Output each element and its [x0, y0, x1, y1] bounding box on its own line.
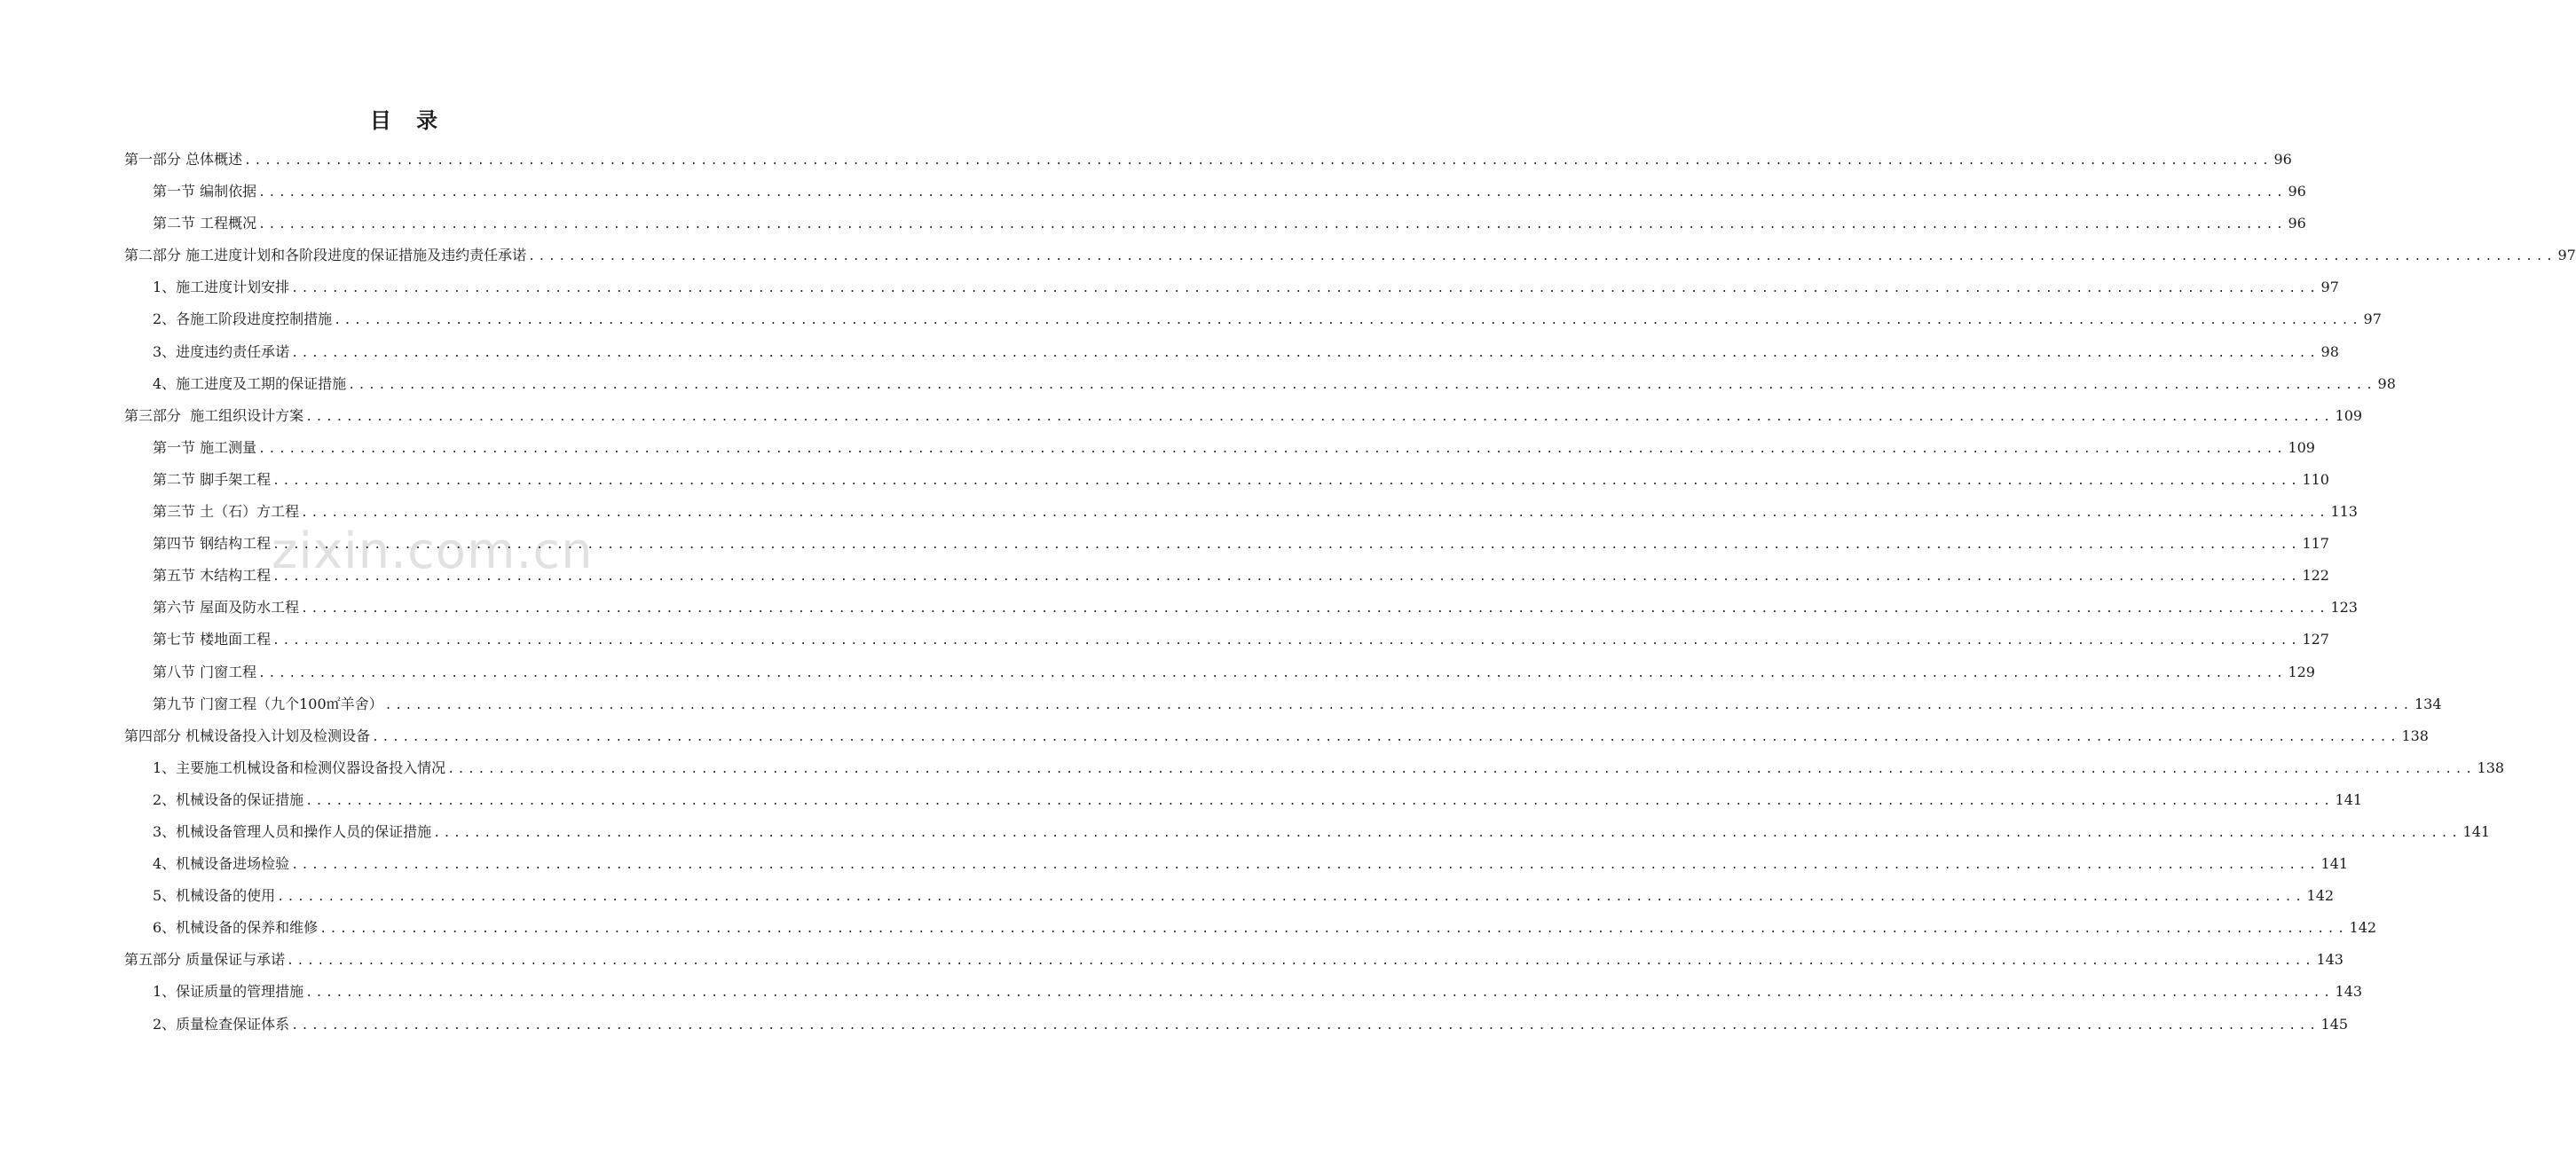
- toc-leader-dots: ........................................................................................................................................................................................................: [258, 186, 2287, 200]
- toc-entry-label: 2、各施工阶段进度控制措施: [153, 310, 333, 328]
- table-of-contents: [124, 144, 2576, 1041]
- toc-section-entry[interactable]: [124, 208, 2306, 240]
- toc-leader-dots: ........................................................................................................................................................................................................: [528, 250, 2556, 264]
- toc-leader-dots: ........................................................................................................................................................................................................: [272, 570, 2301, 585]
- toc-entry-label: 第五节 木结构工程: [153, 567, 272, 585]
- toc-section-entry[interactable]: [124, 176, 2306, 208]
- toc-entry-page-number: 110: [2302, 470, 2329, 488]
- toc-section-entry[interactable]: [124, 1009, 2349, 1041]
- toc-entry-label: 第一节 编制依据: [153, 183, 257, 200]
- toc-section-entry[interactable]: [124, 271, 2339, 303]
- toc-entry-page-number: 143: [2316, 951, 2344, 969]
- toc-leader-dots: ........................................................................................................................................................................................................: [372, 730, 2400, 744]
- toc-entry-page-number: 97: [2363, 310, 2382, 328]
- toc-leader-dots: ........................................................................................................................................................................................................: [305, 794, 2334, 808]
- toc-leader-dots: ........................................................................................................................................................................................................: [319, 923, 2348, 937]
- toc-entry-page-number: 143: [2335, 983, 2363, 1001]
- toc-entry-page-number: 97: [2320, 279, 2339, 296]
- toc-entry-label: 6、机械设备的保养和维修: [153, 919, 319, 937]
- toc-leader-dots: ........................................................................................................................................................................................................: [447, 762, 2476, 776]
- toc-leader-dots: ........................................................................................................................................................................................................: [301, 507, 2329, 521]
- toc-entry-label: 第九节 门窗工程（九个100㎡羊舍）: [153, 695, 383, 712]
- toc-entry-label: 第二节 工程概况: [153, 215, 257, 232]
- toc-entry-label: 第八节 门窗工程: [153, 663, 257, 680]
- toc-section-entry[interactable]: [124, 336, 2339, 368]
- toc-section-entry[interactable]: [124, 464, 2329, 496]
- toc-entry-page-number: 134: [2414, 695, 2442, 712]
- toc-section-entry[interactable]: [124, 976, 2363, 1008]
- toc-entry-page-number: 96: [2288, 215, 2306, 232]
- toc-entry-label: 第四部分 机械设备投入计划及检测设备: [124, 727, 371, 744]
- toc-leader-dots: ........................................................................................................................................................................................................: [291, 346, 2320, 360]
- toc-entry-label: 1、保证质量的管理措施: [153, 983, 304, 1001]
- toc-entry-page-number: 142: [2349, 919, 2377, 937]
- toc-leader-dots: ........................................................................................................................................................................................................: [244, 154, 2273, 168]
- toc-section-entry[interactable]: [124, 752, 2505, 784]
- toc-section-entry[interactable]: [124, 432, 2315, 464]
- toc-entry-page-number: 117: [2302, 535, 2329, 553]
- toc-entry-label: 第一节 施工测量: [153, 438, 257, 456]
- toc-leader-dots: ........................................................................................................................................................................................................: [258, 442, 2287, 456]
- toc-section-entry[interactable]: [124, 784, 2363, 816]
- toc-entry-page-number: 138: [2477, 758, 2505, 776]
- toc-leader-dots: ........................................................................................................................................................................................................: [348, 378, 2376, 392]
- toc-leader-dots: ........................................................................................................................................................................................................: [277, 891, 2305, 905]
- toc-entry-page-number: 113: [2330, 503, 2358, 521]
- toc-entry-page-number: 98: [2320, 342, 2339, 360]
- toc-entry-label: 第二部分 施工进度计划和各阶段进度的保证措施及违约责任承诺: [124, 247, 527, 264]
- toc-entry-label: 3、进度违约责任承诺: [153, 342, 290, 360]
- toc-section-entry[interactable]: [124, 656, 2315, 688]
- toc-section-entry[interactable]: [124, 368, 2396, 400]
- toc-part-entry[interactable]: [124, 944, 2344, 976]
- toc-entry-page-number: 109: [2288, 438, 2315, 456]
- toc-entry-page-number: 109: [2335, 406, 2363, 424]
- toc-leader-dots: ........................................................................................................................................................................................................: [258, 218, 2287, 232]
- toc-section-entry[interactable]: [124, 848, 2349, 880]
- toc-entry-page-number: 96: [2288, 183, 2306, 200]
- toc-leader-dots: ........................................................................................................................................................................................................: [384, 698, 2413, 712]
- toc-leader-dots: ........................................................................................................................................................................................................: [287, 955, 2315, 969]
- toc-leader-dots: ........................................................................................................................................................................................................: [305, 986, 2334, 1001]
- toc-entry-page-number: 141: [2462, 822, 2491, 840]
- svg-text:zixin.com.cn: zixin.com.cn: [272, 522, 594, 580]
- toc-leader-dots: ........................................................................................................................................................................................................: [301, 602, 2329, 617]
- toc-leader-dots: ........................................................................................................................................................................................................: [258, 666, 2287, 680]
- toc-entry-label: 2、质量检查保证体系: [153, 1015, 290, 1033]
- toc-leader-dots: ........................................................................................................................................................................................................: [291, 859, 2320, 873]
- toc-part-entry[interactable]: [124, 720, 2429, 752]
- toc-entry-label: 2、机械设备的保证措施: [153, 790, 304, 808]
- toc-part-entry[interactable]: [124, 144, 2292, 176]
- toc-entry-label: 3、机械设备管理人员和操作人员的保证措施: [153, 822, 432, 840]
- toc-entry-page-number: 98: [2377, 374, 2396, 392]
- toc-part-entry[interactable]: [124, 400, 2363, 432]
- toc-leader-dots: ........................................................................................................................................................................................................: [305, 410, 2334, 424]
- toc-section-entry[interactable]: [124, 592, 2358, 624]
- toc-entry-page-number: 142: [2306, 887, 2335, 905]
- toc-entry-page-number: 122: [2302, 567, 2329, 585]
- toc-section-entry[interactable]: [124, 560, 2329, 592]
- toc-leader-dots: ........................................................................................................................................................................................................: [272, 474, 2301, 488]
- toc-section-entry[interactable]: [124, 303, 2382, 335]
- toc-section-entry[interactable]: [124, 688, 2442, 720]
- toc-entry-label: 4、施工进度及工期的保证措施: [153, 374, 347, 392]
- toc-leader-dots: ........................................................................................................................................................................................................: [272, 538, 2301, 553]
- toc-leader-dots: ........................................................................................................................................................................................................: [291, 282, 2320, 296]
- toc-entry-page-number: 138: [2401, 727, 2429, 744]
- toc-leader-dots: ........................................................................................................................................................................................................: [433, 826, 2462, 840]
- toc-section-entry[interactable]: [124, 496, 2358, 528]
- toc-entry-page-number: 97: [2557, 247, 2576, 264]
- toc-part-entry[interactable]: [124, 240, 2576, 271]
- toc-section-entry[interactable]: [124, 880, 2335, 912]
- toc-entry-label: 5、机械设备的使用: [153, 887, 276, 905]
- toc-entry-page-number: 141: [2335, 790, 2363, 808]
- toc-section-entry[interactable]: [124, 624, 2329, 656]
- toc-entry-label: 第五部分 质量保证与承诺: [124, 951, 286, 969]
- toc-entry-page-number: 145: [2320, 1015, 2349, 1033]
- toc-entry-label: 第三节 土（石）方工程: [153, 503, 300, 521]
- toc-entry-page-number: 123: [2330, 599, 2358, 617]
- toc-entry-page-number: 96: [2273, 151, 2292, 168]
- toc-entry-page-number: 141: [2320, 855, 2349, 873]
- page-title: 目 录: [369, 108, 447, 133]
- toc-entry-label: 第四节 钢结构工程: [153, 535, 272, 553]
- toc-entry-label: 1、施工进度计划安排: [153, 279, 290, 296]
- toc-entry-label: 第三部分 施工组织设计方案: [124, 406, 304, 424]
- toc-entry-page-number: 129: [2288, 663, 2315, 680]
- toc-entry-label: 第六节 屋面及防水工程: [153, 599, 300, 617]
- toc-entry-label: 第二节 脚手架工程: [153, 470, 272, 488]
- toc-leader-dots: ........................................................................................................................................................................................................: [272, 634, 2301, 648]
- toc-entry-label: 第一部分 总体概述: [124, 151, 243, 168]
- toc-entry-page-number: 127: [2302, 631, 2329, 648]
- toc-leader-dots: ........................................................................................................................................................................................................: [291, 1018, 2320, 1033]
- toc-leader-dots: ........................................................................................................................................................................................................: [334, 314, 2362, 328]
- toc-entry-label: 4、机械设备进场检验: [153, 855, 290, 873]
- toc-section-entry[interactable]: [124, 528, 2329, 560]
- toc-entry-label: 第七节 楼地面工程: [153, 631, 272, 648]
- toc-section-entry[interactable]: [124, 816, 2491, 848]
- toc-section-entry[interactable]: [124, 912, 2377, 944]
- toc-entry-label: 1、主要施工机械设备和检测仪器设备投入情况: [153, 758, 446, 776]
